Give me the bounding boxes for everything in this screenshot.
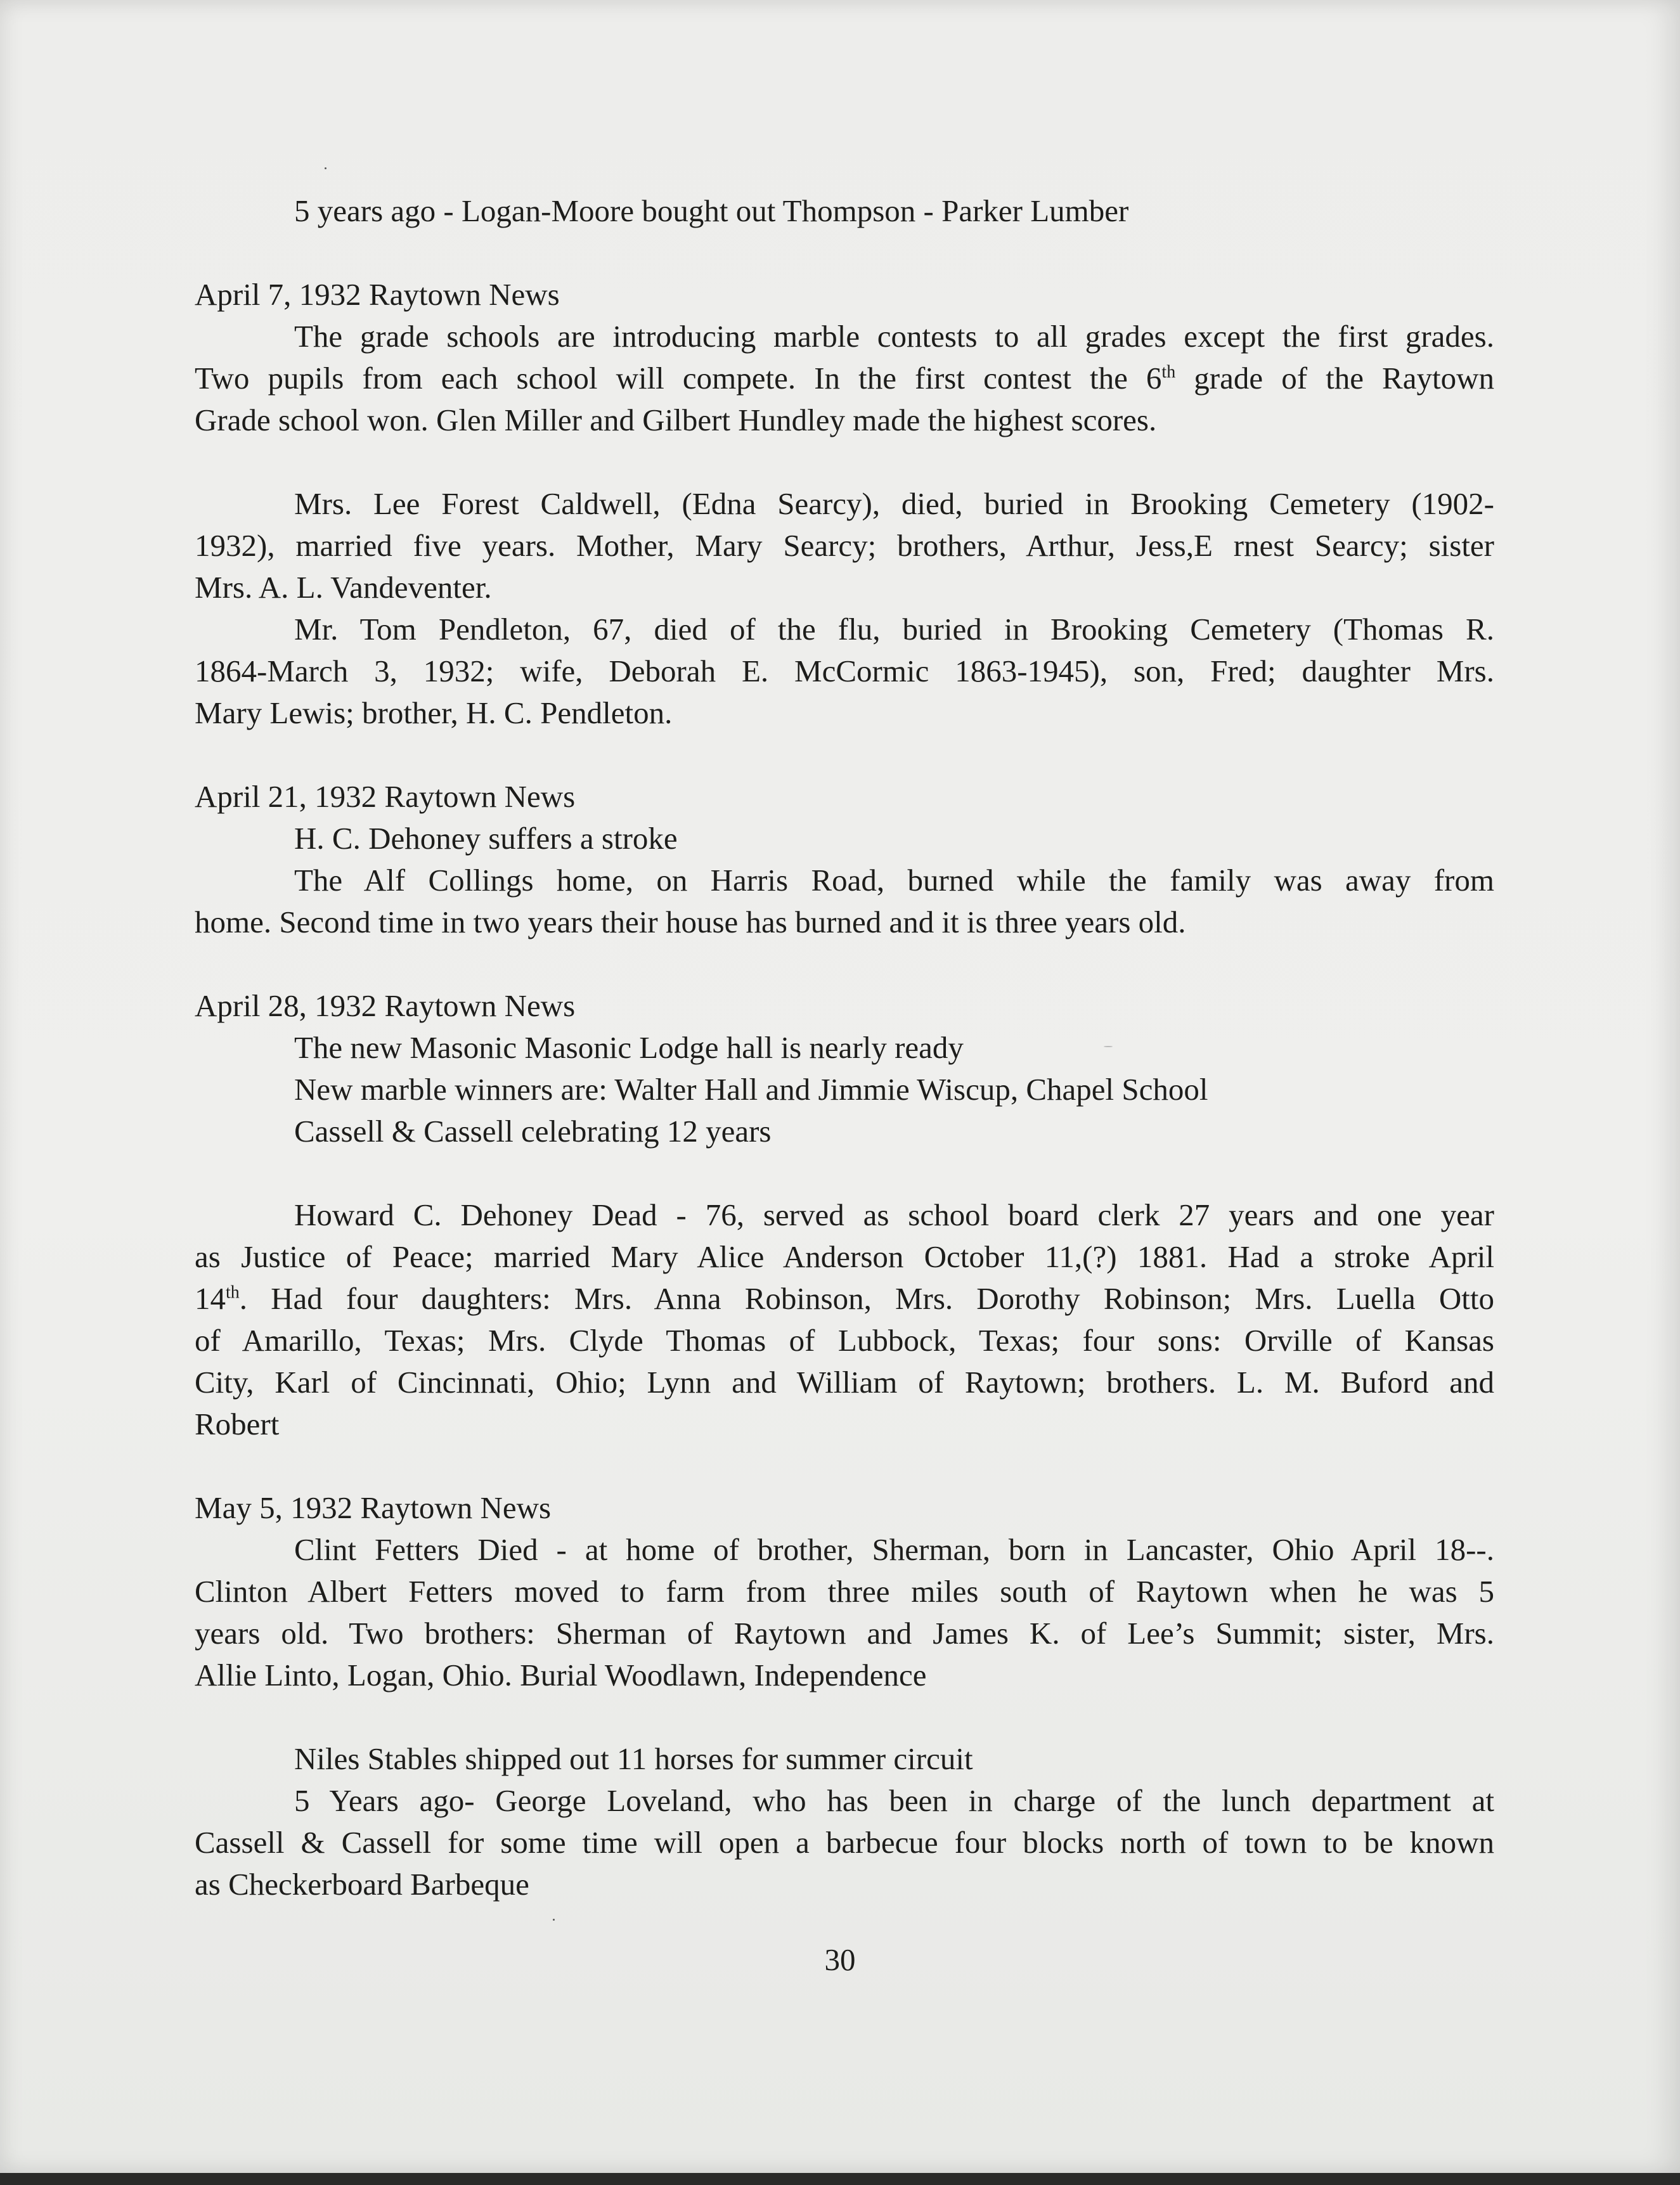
text-line: Mrs. A. L. Vandeventer.: [195, 570, 492, 605]
text-line: H. C. Dehoney suffers a stroke: [294, 821, 678, 856]
entry-heading: April 7, 1932 Raytown News: [195, 277, 560, 312]
page-number: 30: [824, 1942, 856, 1977]
text-line: Clinton Albert Fetters moved to farm from three miles south of Raytown when he was 5: [195, 1574, 1494, 1609]
text-segment: grade of the Raytown: [1175, 361, 1494, 396]
text-line: of Amarillo, Texas; Mrs. Clyde Thomas of Lubbock, Texas; four sons: Orville of Kansas: [195, 1323, 1494, 1358]
text-line: Robert: [195, 1407, 280, 1441]
text-line: 5 years ago - Logan-Moore bought out Thompson - Parker Lumber: [294, 193, 1129, 228]
text-line: as Justice of Peace; married Mary Alice Anderson October 11,(?) 1881. Had a stroke April: [195, 1239, 1494, 1274]
document-body: [195, 190, 1494, 1905]
text-line: The grade schools are introducing marble contests to all grades except the first grades.: [294, 319, 1494, 354]
text-line: Cassell & Cassell celebrating 12 years: [294, 1114, 772, 1149]
text-line: Cassell & Cassell for some time will open a barbecue four blocks north of town to be known: [195, 1825, 1494, 1860]
text-line: City, Karl of Cincinnati, Ohio; Lynn and William of Raytown; brothers. L. M. Buford and: [195, 1365, 1494, 1400]
text-line: The new Masonic Masonic Lodge hall is nearly ready: [294, 1030, 964, 1065]
text-line: [195, 1278, 1494, 1320]
text-line: The Alf Collings home, on Harris Road, burned while the family was away from: [294, 863, 1494, 898]
entry-heading: May 5, 1932 Raytown News: [195, 1490, 552, 1525]
superscript: th: [1161, 362, 1176, 382]
entry-heading: April 28, 1932 Raytown News: [195, 988, 576, 1023]
entry-heading: April 21, 1932 Raytown News: [195, 779, 576, 814]
text-segment: Two pupils from each school will compete. In the first contest the 6: [195, 361, 1162, 396]
text-line: Mrs. Lee Forest Caldwell, (Edna Searcy), died, buried in Brooking Cemetery (1902-: [294, 486, 1494, 521]
text-line: New marble winners are: Walter Hall and Jimmie Wiscup, Chapel School: [294, 1072, 1208, 1107]
text-line: Allie Linto, Logan, Ohio. Burial Woodlawn, Independence: [195, 1658, 927, 1692]
text-segment: . Had four daughters: Mrs. Anna Robinson, Mrs. Dorothy Robinson; Mrs. Luella Otto: [239, 1281, 1494, 1316]
paper-speck: [325, 167, 326, 169]
text-line: Grade school won. Glen Miller and Gilbert Hundley made the highest scores.: [195, 403, 1157, 437]
text-line: Clint Fetters Died - at home of brother, Sherman, born in Lancaster, Ohio April 18--.: [294, 1532, 1494, 1567]
text-line: Niles Stables shipped out 11 horses for summer circuit: [294, 1741, 973, 1776]
text-line: [195, 358, 1494, 399]
text-line: 5 Years ago- George Loveland, who has been in charge of the lunch department at: [294, 1783, 1494, 1818]
superscript: th: [226, 1282, 240, 1303]
text-line: Mr. Tom Pendleton, 67, died of the flu, buried in Brooking Cemetery (Thomas R.: [294, 612, 1494, 647]
text-line: home. Second time in two years their house has burned and it is three years old.: [195, 905, 1186, 939]
text-segment: 14: [195, 1281, 226, 1316]
text-line: Mary Lewis; brother, H. C. Pendleton.: [195, 695, 673, 730]
paper-speck: [553, 1919, 555, 1921]
text-line: years old. Two brothers: Sherman of Raytown and James K. of Lee’s Summit; sister, Mrs.: [195, 1616, 1494, 1651]
text-line: Howard C. Dehoney Dead - 76, served as school board clerk 27 years and one year: [294, 1197, 1494, 1232]
text-line: 1932), married five years. Mother, Mary Searcy; brothers, Arthur, Jess,E rnest Searcy; sister: [195, 528, 1494, 563]
text-line: as Checkerboard Barbeque: [195, 1867, 529, 1902]
text-line: 1864-March 3, 1932; wife, Deborah E. McCormic 1863-1945), son, Fred; daughter Mrs.: [195, 654, 1494, 688]
